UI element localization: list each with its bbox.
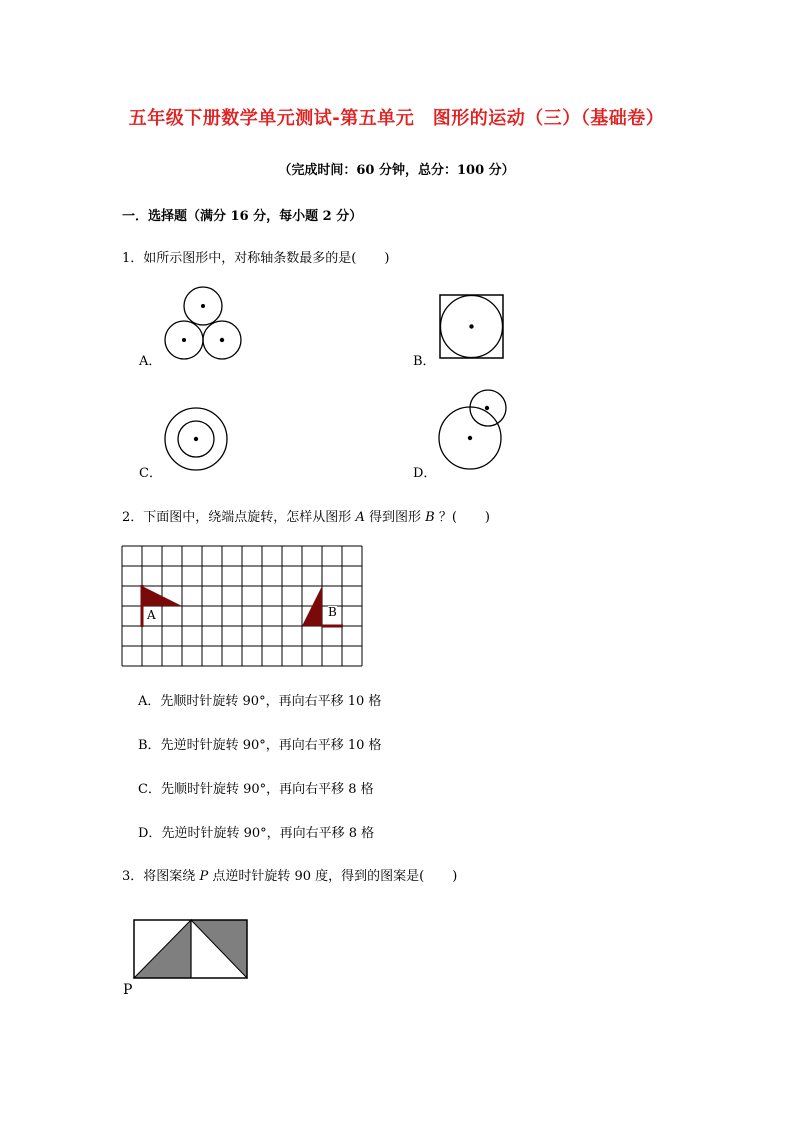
q2-option-a[interactable]: A．先顺时针旋转 90°，再向右平移 10 格 [138,694,382,709]
exam-info: （完成时间：60 分钟，总分：100 分） [278,163,515,178]
q1-option-d-label[interactable]: D． [413,466,437,481]
flag-a-label: A [147,608,156,622]
q2-option-c[interactable]: C．先顺时针旋转 90°，再向右平移 8 格 [138,782,374,797]
page-title: 五年级下册数学单元测试-第五单元 图形的运动（三）（基础卷） [128,108,665,129]
q1-option-c-label[interactable]: C． [139,466,162,481]
section-heading: 一．选择题（满分 16 分，每小题 2 分） [122,209,363,224]
question-number: 3． [122,869,144,884]
q2-option-d[interactable]: D．先逆时针旋转 90°，再向右平移 8 格 [138,826,375,841]
q1-option-a-label[interactable]: A． [139,354,162,369]
question-number: 1． [122,251,144,266]
q2-option-b[interactable]: B．先逆时针旋转 90°，再向右平移 10 格 [138,738,382,753]
point-p-label: P [123,982,133,998]
variable-p: P [199,869,209,884]
question-3: 3．将图案绕 P 点逆时针旋转 90 度，得到的图案是( ) [122,869,458,884]
variable-a: A [355,510,365,525]
flag-b-label: B [328,605,337,619]
question-text: 如所示图形中，对称轴条数最多的是( [143,251,357,266]
question-1: 1．如所示图形中，对称轴条数最多的是( ) [122,251,390,266]
question-2: 2．下面图中，绕端点旋转，怎样从图形 A 得到图形 B ？( ) [122,510,490,525]
question-number: 2． [122,510,144,525]
q1-option-b-label[interactable]: B． [413,354,436,369]
variable-b: B [425,510,435,525]
